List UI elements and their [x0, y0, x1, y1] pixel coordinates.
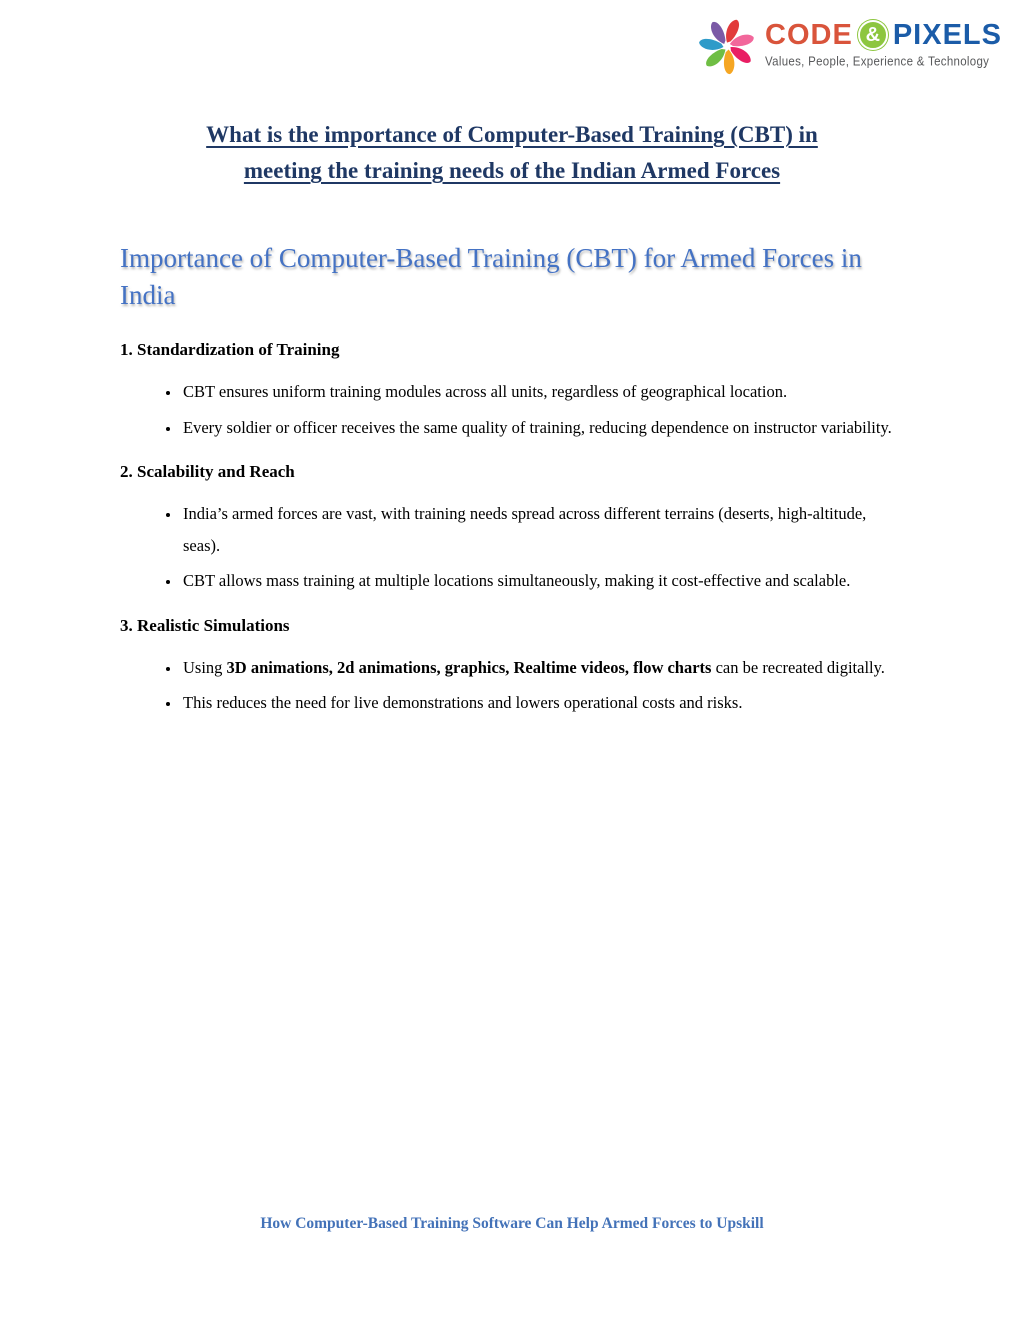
- company-logo: [697, 14, 1002, 76]
- document-title-line1: What is the importance of Computer-Based Training (CBT) in: [206, 122, 818, 147]
- pinwheel-logo-icon: [697, 14, 757, 76]
- logo-word-code: CODE: [765, 18, 853, 51]
- bullet-list-scalability: [120, 498, 910, 597]
- document-body: [120, 338, 910, 736]
- bullet-text: Using: [183, 657, 227, 677]
- document-title: [0, 117, 1024, 189]
- bullet-list-simulations: [120, 652, 910, 719]
- bullet-text: CBT ensures uniform training modules across all units, regardless of geographical location.: [183, 382, 788, 401]
- list-item: [181, 412, 907, 444]
- list-item: [181, 652, 907, 684]
- page-heading-line1: Importance of Computer-Based Training (CBT) for Armed Forces in: [120, 243, 862, 273]
- bullet-list-standardization: [120, 376, 910, 443]
- logo-tagline: Values, People, Experience & Technology: [765, 55, 990, 69]
- section-heading-simulations: 3. Realistic Simulations: [120, 615, 290, 635]
- bullet-text: CBT allows mass training at multiple locations simultaneously, making it cost-effective and scalable.: [183, 571, 851, 590]
- bullet-text: can be recreated digitally.: [711, 657, 885, 677]
- bullet-text: This reduces the need for live demonstrations and lowers operational costs and risks.: [183, 693, 743, 712]
- section-heading-scalability: 2. Scalability and Reach: [120, 462, 295, 481]
- bullet-text: India’s armed forces are vast, with training needs spread across different terrains (deserts, high-altitude, seas).: [183, 504, 867, 555]
- document-title-line2: meeting the training needs of the Indian Armed Forces: [243, 158, 781, 183]
- list-item: [181, 687, 907, 719]
- section-heading-standardization: 1. Standardization of Training: [120, 340, 340, 359]
- logo-text: [765, 14, 1002, 67]
- footer-title: How Computer-Based Training Software Can Help Armed Forces to Upskill: [260, 1215, 764, 1232]
- list-item: [181, 498, 907, 561]
- list-item: [181, 376, 907, 408]
- logo-word-pixels: PIXELS: [892, 18, 1002, 51]
- logo-ampersand-badge: &: [858, 20, 888, 50]
- bullet-text-bold: 3D animations, 2d animations, graphics, Realtime videos, flow charts: [226, 657, 712, 677]
- bullet-text: Every soldier or officer receives the same quality of training, reducing dependence on instructor variability.: [183, 417, 892, 437]
- page-heading-line2: India: [120, 280, 176, 310]
- list-item: [181, 565, 907, 597]
- page-heading: [120, 240, 920, 314]
